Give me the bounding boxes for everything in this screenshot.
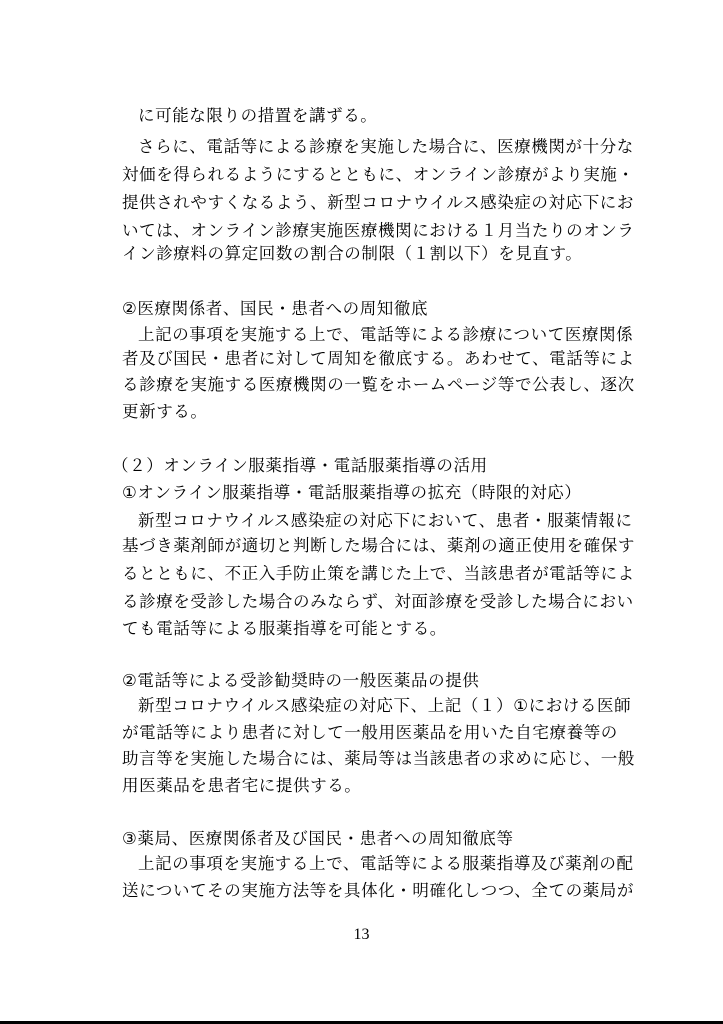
paragraph-line: 基づき薬剤師が適切と判断した場合には、薬剤の適正使用を確保す (122, 536, 635, 555)
paragraph-line: るとともに、不正入手防止策を講じた上で、当該患者が電話等によ (122, 564, 635, 583)
section-heading: （２）オンライン服薬指導・電話服薬指導の活用 (112, 456, 488, 475)
section-heading: ②医療関係者、国民・患者への周知徹底 (122, 299, 429, 318)
paragraph-line: 用医薬品を患者宅に提供する。 (122, 776, 362, 795)
paragraph-line: 送についてその実施方法等を具体化・明確化しつつ、全ての薬局が (122, 881, 635, 900)
page-number: 13 (353, 926, 370, 943)
paragraph-line: る診療を実施する医療機関の一覧をホームページ等で公表し、逐次 (122, 375, 635, 394)
paragraph-line: 者及び国民・患者に対して周知を徹底する。あわせて、電話等によ (122, 349, 635, 368)
paragraph-line: に可能な限りの措置を講ずる。 (138, 106, 378, 125)
paragraph-line: いては、オンライン診療実施医療機関における１月当たりのオンラ (122, 221, 635, 240)
paragraph-line: 新型コロナウイルス感染症の対応下において、患者・服薬情報に (138, 511, 633, 530)
paragraph-line: る診療を受診した場合のみならず、対面診療を受診した場合におい (122, 592, 634, 611)
paragraph-line: 対価を得られるようにするとともに、オンライン診療がより実施・ (122, 165, 635, 184)
paragraph-line: 提供されやすくなるよう、新型コロナウイルス感染症の対応下にお (122, 193, 635, 212)
paragraph-line: ても電話等による服薬指導を可能とする。 (122, 619, 447, 638)
subsection-heading: ③薬局、医療関係者及び国民・患者への周知徹底等 (122, 829, 514, 848)
paragraph-line: 上記の事項を実施する上で、電話等による診療について医療関係 (138, 325, 634, 344)
paragraph-line: さらに、電話等による診療を実施した場合に、医療機関が十分な (138, 137, 634, 156)
subsection-heading: ②電話等による受診勧奨時の一般医薬品の提供 (122, 671, 480, 690)
paragraph-line: 助言等を実施した場合には、薬局等は当該患者の求めに応じ、一般 (122, 749, 635, 768)
paragraph-line: イン診療料の算定回数の割合の制限（１割以下）を見直す。 (122, 244, 583, 263)
paragraph-line: 上記の事項を実施する上で、電話等による服薬指導及び薬剤の配 (138, 854, 634, 873)
paragraph-line: 新型コロナウイルス感染症の対応下、上記（１）①における医師 (138, 696, 632, 715)
subsection-heading: ①オンライン服薬指導・電話服薬指導の拡充（時限的対応） (122, 483, 582, 502)
paragraph-line: 更新する。 (122, 402, 208, 421)
paragraph-line: が電話等により患者に対して一般用医薬品を用いた自宅療養等の (122, 723, 618, 742)
